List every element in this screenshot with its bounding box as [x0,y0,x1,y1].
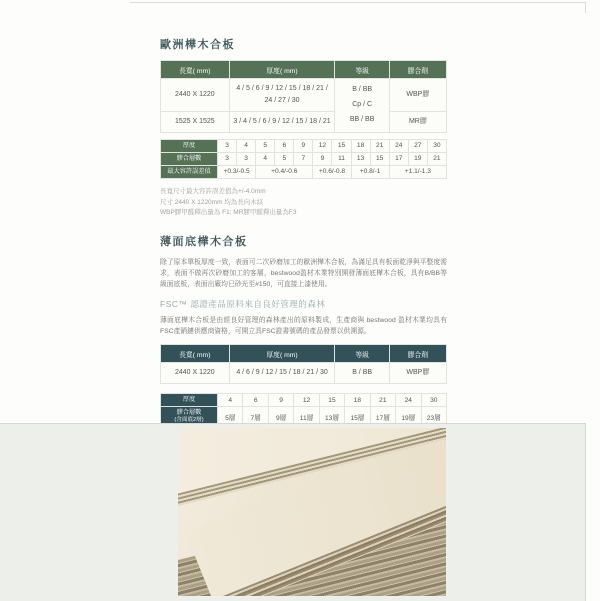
size-cell: 1525 X 1525 [161,111,230,132]
plies-label: 膠合層數 [176,409,202,417]
plies-value-cell: 19層 [396,407,421,427]
thickness-value-cell: 27 [408,139,427,152]
tolerance-row [161,165,447,178]
row-label-plies: 膠合層數 [161,152,218,165]
thickness-value-cell: 5 [256,139,275,152]
tolerance-value-cell: +0.4/-0.6 [256,165,313,178]
thickness-value-cell: 21 [370,394,395,407]
plies-value-cell: 9 [313,152,332,165]
section2-title: 薄面底樺木合板 [160,236,248,249]
column-header-grade: 等級 [335,345,389,363]
plies-value-cell: 5層 [218,407,243,427]
thickness-row [161,394,447,407]
plies-value-cell: 7層 [243,407,268,427]
column-header-size: 長寬( mm) [161,61,230,79]
note-line: 長寬尺寸最大容許誤差值為+/-4.0mm [160,187,266,195]
row-label-thickness: 厚度 [161,139,218,152]
thickness-value-cell: 6 [243,394,268,407]
plies-value-cell: 5 [275,152,294,165]
plies-value-cell: 15層 [345,407,370,427]
fsc-paragraph: 薄面底樺木合板是由經良好管理的森林產出的原料製成，生產商與 bestwood 盈材木業均具有FSC產銷鏈供應商資格，可開立具FSC證書號碼的產品發票以供溯源。 [160,317,447,336]
tolerance-value-cell: +0.6/-0.8 [313,165,351,178]
product-notes [160,187,447,218]
thickness-cell: 4 / 5 / 6 / 9 / 12 / 15 / 18 / 21 / 24 / 27 / 30 [229,79,335,112]
section2-spec-table [160,344,447,384]
thickness-value-cell: 9 [268,394,293,407]
thickness-value-cell: 6 [275,139,294,152]
plies-value-cell: 23層 [421,407,447,427]
table-row [161,79,447,112]
column-header-grade: 等級 [335,61,389,79]
plies-value-cell: 13 [351,152,370,165]
adhesive-cell: MR膠 [389,111,446,132]
thickness-value-cell: 12 [313,139,332,152]
grade-line: B / BB [352,86,373,94]
plies-value-cell: 7 [294,152,313,165]
section1-spec-table [160,60,447,133]
grade-cell [335,79,389,133]
thickness-value-cell: 3 [218,139,237,152]
section1-title: 歐洲樺木合板 [160,39,235,51]
tolerance-value-cell: +1.1/-1.3 [389,165,446,178]
adhesive-cell: WBP膠 [389,363,446,384]
thickness-value-cell: 24 [389,139,408,152]
previous-card-edge [130,2,586,13]
plies-value-cell: 17 [389,152,408,165]
plies-value-cell: 15 [370,152,389,165]
size-cell: 2440 X 1220 [161,363,230,384]
plywood-photo [178,428,446,596]
section1-tolerance-table [160,139,447,179]
plies-value-cell: 17層 [370,407,395,427]
thickness-value-cell: 21 [370,139,389,152]
thickness-value-cell: 12 [294,394,319,407]
section2 [160,233,447,440]
thickness-value-cell: 15 [332,139,351,152]
grade-line: Cp / C [352,100,373,108]
thickness-row [161,139,447,152]
thickness-value-cell: 30 [427,139,446,152]
fsc-heading: FSC™ 認證產品原料來自良好管理的森林 [160,299,326,310]
plies-value-cell: 21 [427,152,446,165]
thickness-value-cell: 4 [218,394,243,407]
grade-line: BB / BB [349,115,375,123]
column-header-adhesive: 膠合劑 [389,345,446,363]
content-column [160,36,447,440]
column-header-size: 長寬( mm) [161,345,230,363]
column-header-adhesive: 膠合劑 [389,61,446,79]
adhesive-cell: WBP膠 [389,79,446,112]
row-label-tolerance: 最大容許誤差值 [161,165,218,178]
plies-value-cell: 13層 [319,407,344,427]
plies-value-cell: 11 [332,152,351,165]
size-cell: 2440 X 1220 [161,79,230,112]
plies-value-cell: 4 [256,152,275,165]
note-line: 尺寸 2440 X 1220mm 均為長向木紋 [160,198,264,206]
row-label-thickness: 厚度 [161,394,218,407]
thickness-value-cell: 18 [345,394,370,407]
tolerance-value-cell: +0.3/-0.5 [218,165,256,178]
plies-value-cell: 9層 [268,407,293,427]
thickness-cell: 4 / 6 / 9 / 12 / 15 / 18 / 21 / 30 [229,363,335,384]
column-header-thickness: 厚度( mm) [229,61,335,79]
plies-value-cell: 19 [408,152,427,165]
thickness-value-cell: 4 [237,139,256,152]
plies-value-cell: 3 [237,152,256,165]
table-row [161,363,447,384]
plies-value-cell: 3 [218,152,237,165]
thickness-value-cell: 30 [421,394,447,407]
section2-intro: 除了原本單板厚度一致，表面可二次砂磨加工的歐洲樺木合板，為滿足具有板面乾淨與平整度需求，表面不做再次砂磨加工的客層，bestwood盈材木業特別開發薄面底樺木合板，具有B/BB等級面底板，表面出廠均已砂光至#150，可直接上漆使用。 [160,259,447,289]
grade-cell: B / BB [335,363,389,384]
note-line: WBP膠甲醛釋出量為 F1; MR膠甲醛釋出量為F3 [160,209,297,217]
plies-row [161,152,447,165]
table-row [161,111,447,132]
plies-value-cell: 11層 [294,407,319,427]
thickness-value-cell: 24 [396,394,421,407]
plies-sublabel: (含面底2層) [174,417,204,424]
thickness-value-cell: 15 [319,394,344,407]
thickness-cell: 3 / 4 / 5 / 6 / 9 / 12 / 15 / 18 / 21 [229,111,335,132]
column-header-thickness: 厚度( mm) [229,345,335,363]
thickness-value-cell: 9 [294,139,313,152]
thickness-value-cell: 18 [351,139,370,152]
tolerance-value-cell: +0.8/-1 [351,165,389,178]
